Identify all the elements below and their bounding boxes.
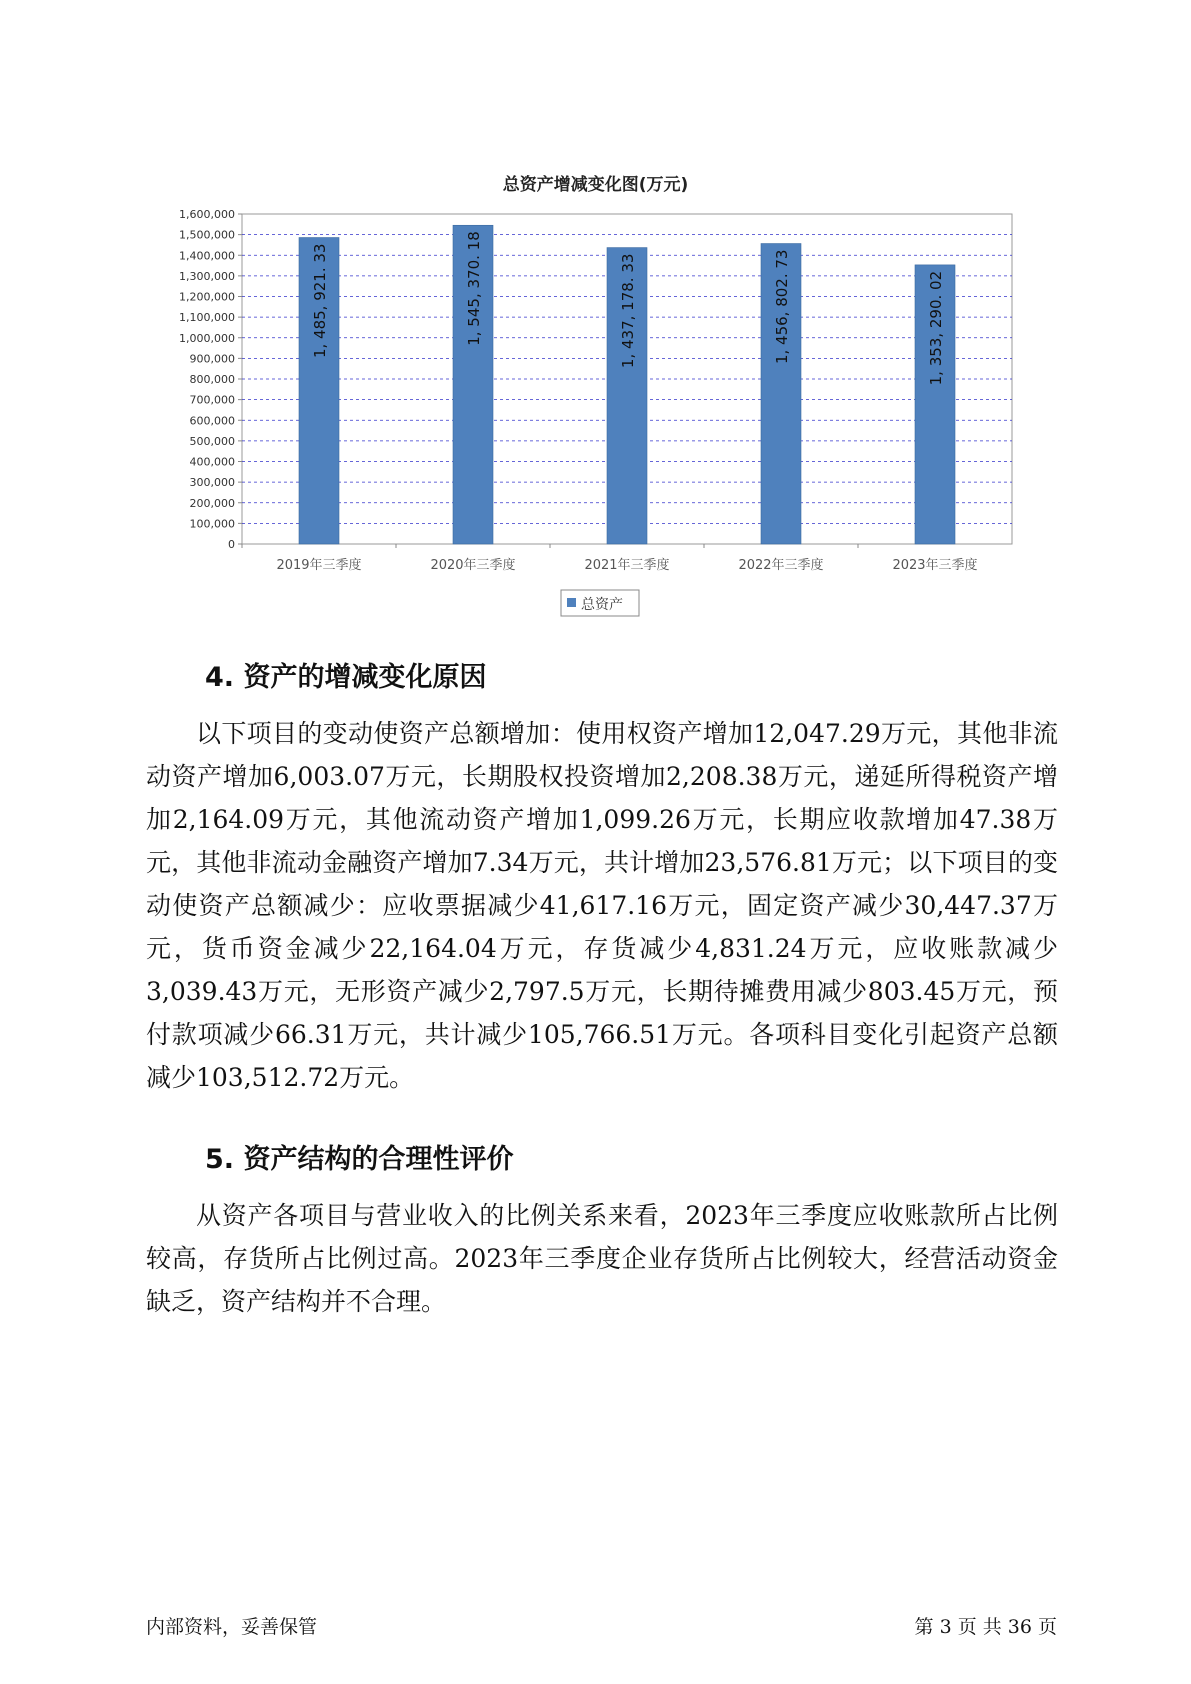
x-tick-label: 2021年三季度 xyxy=(584,558,670,573)
y-axis-ticks xyxy=(179,208,242,551)
y-tick-label: 700,000 xyxy=(189,393,235,407)
y-tick-label: 400,000 xyxy=(189,455,235,469)
total-assets-chart xyxy=(0,0,1191,640)
legend-label: 总资产 xyxy=(581,597,623,613)
footer-page-number: 第 3 页 共 36 页 xyxy=(914,1616,1057,1638)
section5-heading: 5. 资产结构的合理性评价 xyxy=(205,1144,514,1175)
bar-data-label: 1, 545, 370. 18 xyxy=(465,231,483,346)
section4-heading: 4. 资产的增减变化原因 xyxy=(205,662,487,693)
x-tick-label: 2023年三季度 xyxy=(892,558,978,573)
bar-data-label: 1, 353, 290. 02 xyxy=(927,270,945,386)
footer-confidential-note: 内部资料，妥善保管 xyxy=(146,1616,318,1638)
y-tick-label: 1,100,000 xyxy=(179,311,235,325)
y-tick-label: 1,000,000 xyxy=(179,331,235,345)
y-tick-label: 0 xyxy=(228,538,235,551)
x-tick-label: 2020年三季度 xyxy=(430,558,516,573)
section4-paragraph: 以下项目的变动使资产总额增加：使用权资产增加12,047.29万元，其他非流动资产增加6,003.07万元，长期股权投资增加2,208.38万元，递延所得税资产增加2,164.09万元，其他流动资产增加1,099.26万元，长期应收款增加47.38万元，其他非流动金融资产增加7.34万元，共计增加23,576.81万元；以下项目的变动使资产总额减少：应收票据减少41,617.16万元，固定资产减少30,447.37万元，货币资金减少22,164.04万元，存货减少4,831.24万元，应收账款减少3,039.43万元，无形资产减少2,797.5万元，长期待摊费用减少803.45万元，预付款项减少66.31万元，共计减少105,766.51万元。各项科目变化引起资产总额减少103,512.72万元。 xyxy=(146,719,1058,1092)
y-tick-label: 1,400,000 xyxy=(179,249,235,263)
legend xyxy=(561,590,639,616)
y-tick-label: 200,000 xyxy=(189,496,235,510)
y-tick-label: 100,000 xyxy=(189,517,235,531)
chart-title: 总资产增减变化图(万元) xyxy=(502,175,689,195)
legend-swatch xyxy=(567,598,576,607)
x-tick-label: 2022年三季度 xyxy=(738,558,824,573)
bar-data-label: 1, 456, 802. 73 xyxy=(773,249,791,365)
y-tick-label: 600,000 xyxy=(189,414,235,428)
y-tick-label: 1,300,000 xyxy=(179,269,235,283)
y-tick-label: 1,600,000 xyxy=(179,208,235,221)
y-tick-label: 500,000 xyxy=(189,434,235,448)
x-tick-label: 2019年三季度 xyxy=(276,558,362,573)
bar-data-label: 1, 437, 178. 33 xyxy=(619,253,637,369)
y-tick-label: 1,200,000 xyxy=(179,290,235,304)
y-tick-label: 300,000 xyxy=(189,476,235,490)
y-tick-label: 800,000 xyxy=(189,373,235,386)
x-axis-ticks xyxy=(242,544,978,573)
chart-svg xyxy=(0,0,1191,640)
section5-paragraph: 从资产各项目与营业收入的比例关系来看，2023年三季度应收账款所占比例较高，存货所占比例过高。2023年三季度企业存货所占比例较大，经营活动资金缺乏，资产结构并不合理。 xyxy=(146,1201,1058,1316)
bar-data-label: 1, 485, 921. 33 xyxy=(311,243,329,359)
y-tick-label: 1,500,000 xyxy=(179,228,235,242)
y-tick-label: 900,000 xyxy=(189,352,235,366)
